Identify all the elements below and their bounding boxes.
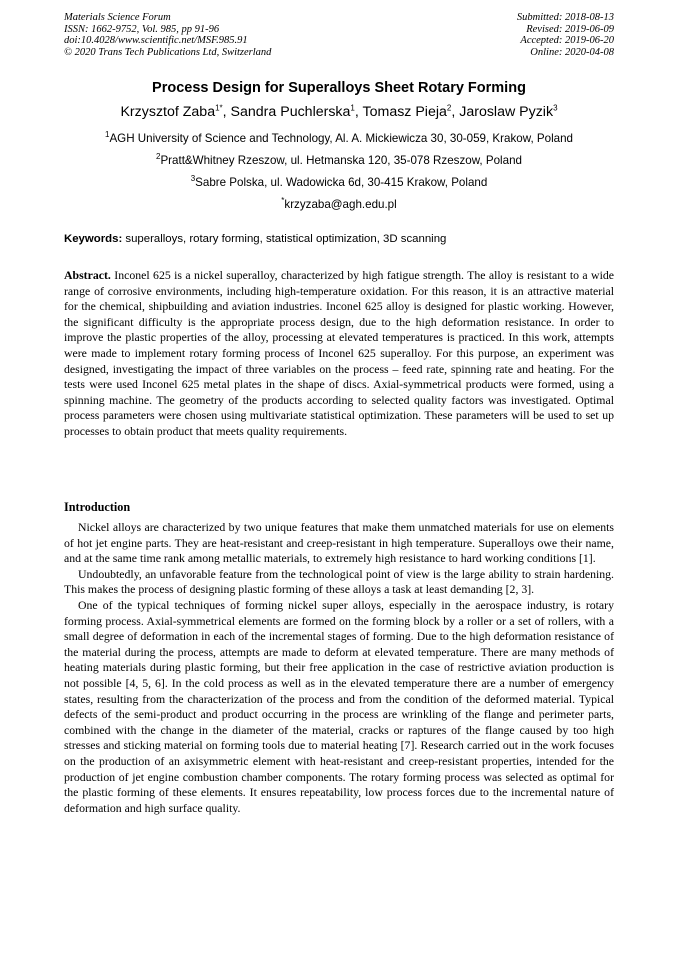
introduction-body [64, 520, 614, 816]
keywords-label: Keywords: [64, 233, 123, 245]
revised-date: Revised: 2019-06-09 [526, 23, 614, 35]
affiliation-1 [0, 132, 678, 145]
author-name: Sandra Puchlerska [230, 104, 351, 120]
intro-paragraph: One of the typical techniques of forming nickel super alloys, especially in the aerospace industry, is rotary forming process. Axial-symmetrical elements are formed on the forming block by a roller or a set of rollers, with a small degree of deformation in each of the incremental stages of forming. Due to the high deformation resistance of the material during the process, attempts are made to deform at elevated temperature. There are many methods of heating materials during plastic forming, but their free application in the case of restrictive aviation production is not possible [4, 5, 6]. In the cold process as well as in the elevated temperature there are a number of emergency states, resulting from the characterization of the process and from the condition of the deformed material. Typical defects of the semi-product and product occurring in the process are wrinkling of the flange and perimeter parts, combined with the change in the diameter of the material, cracks or raptures of the flange caused by too high stresses and sticking material on forming tools due to material heating [7]. Research carried out in the work focuses on the production of an axisymmetric element with heat-resistant and creep-resistant properties, intended for the production of jet engine combustion chamber components. The rotary forming process was selected as optimal for the plastic forming of these elements. It ensures repeatability, low process forces due to the incremental nature of deformation and high surface quality. [64, 597, 614, 815]
publication-dates-block [517, 12, 614, 58]
author-list: Krzysztof Zaba$^{1*}$, Sandra Puchlerska$^1$, Tomasz Pieja$^2$, Jaroslaw Pyzik$^3$ [120, 103, 558, 120]
intro-paragraph: Nickel alloys are characterized by two unique features that make them unmatched materials for use on elements of hot jet engine parts. They are heat-resistant and creep-resistant in high temperature. Superalloys owe their name, and at the same time rank among metallic materials, to extremely high resistance to hard working conditions [1]. [64, 520, 614, 566]
keywords-text: superalloys, rotary forming, statistical optimization, 3D scanning [125, 233, 447, 245]
journal-info-block [64, 12, 271, 58]
copyright-line: © 2020 Trans Tech Publications Ltd, Switzerland [64, 46, 272, 58]
affiliation-mark: 3 [190, 174, 196, 184]
email-text: krzyzaba@agh.edu.pl [284, 198, 397, 211]
author-name: Krzysztof Zaba [120, 104, 216, 120]
abstract-label: Abstract. [64, 268, 111, 282]
author-affiliation-mark: 2 [446, 103, 452, 113]
author-name: Tomasz Pieja [362, 104, 447, 120]
issn-line: ISSN: 1662-9752, Vol. 985, pp 91-96 [64, 23, 220, 35]
doi-line: doi:10.4028/www.scientific.net/MSF.985.91 [64, 35, 248, 46]
paper-title: Process Design for Superalloys Sheet Rotary Forming [152, 80, 526, 96]
affiliation-text: Pratt&Whitney Rzeszow, ul. Hetmanska 120, 35-078 Rzeszow, Poland [160, 154, 522, 167]
affiliation-mark: 2 [156, 152, 161, 162]
corresponding-mark: * [281, 196, 285, 206]
corresponding-email [0, 198, 678, 211]
author-name: Jaroslaw Pyzik [459, 104, 554, 120]
affiliation-mark: 1 [104, 130, 110, 140]
submitted-date: Submitted: 2018-08-13 [516, 12, 614, 23]
introduction-heading: Introduction [64, 500, 131, 514]
online-date: Online: 2020-04-08 [530, 46, 614, 58]
intro-paragraph: Undoubtedly, an unfavorable feature from the technological point of view is the large ability to strain hardening. This makes the process of designing plastic forming of these alloys a task at least demanding [2, 3]. [64, 566, 614, 597]
affiliation-2 [0, 154, 678, 167]
abstract-text: Inconel 625 is a nickel superalloy, characterized by high fatigue strength. The alloy is resistant to a wide range of corrosive environments, including high-temperature oxidation. For this reason, it is an attractive material for the chemical, shipbuilding and aviation industries. Inconel 625 alloy is designed for plastic working. However, the significant difficulty is the appropriate process design, due to the high deformation resistance. In order to improve the plastic properties of the alloy, processing at elevated temperatures is practiced. In this work, attempts were made to implement rotary forming process of Inconel 625 superalloy. For this purpose, an experiment was designed, investigating the impact of three variables on the process – feed rate, spinning rate and heating. For the tests were used Inconel 625 metal plates in the shape of discs. Axial-symmetrical products were formed, using a spinning machine. The geometry of the products according to selected quality factors was investigated. Optimal process parameters were chosen using multivariate statistical optimization. These parameters will be used to set up processes to obtain product that meets quality requirements. [64, 268, 614, 438]
affiliation-3 [0, 176, 678, 189]
accepted-date: Accepted: 2019-06-20 [520, 35, 614, 46]
author-affiliation-mark: 1* [215, 103, 223, 113]
affiliation-text: AGH University of Science and Technology, Al. A. Mickiewicza 30, 30-059, Krakow, Poland [109, 132, 573, 145]
author-affiliation-mark: 1 [350, 103, 355, 113]
abstract-paragraph [64, 268, 614, 440]
author-affiliation-mark: 3 [553, 103, 558, 113]
affiliation-text: Sabre Polska, ul. Wadowicka 6d, 30-415 Krakow, Poland [195, 176, 488, 189]
journal-name: Materials Science Forum [64, 12, 171, 23]
keywords-line [64, 233, 624, 245]
